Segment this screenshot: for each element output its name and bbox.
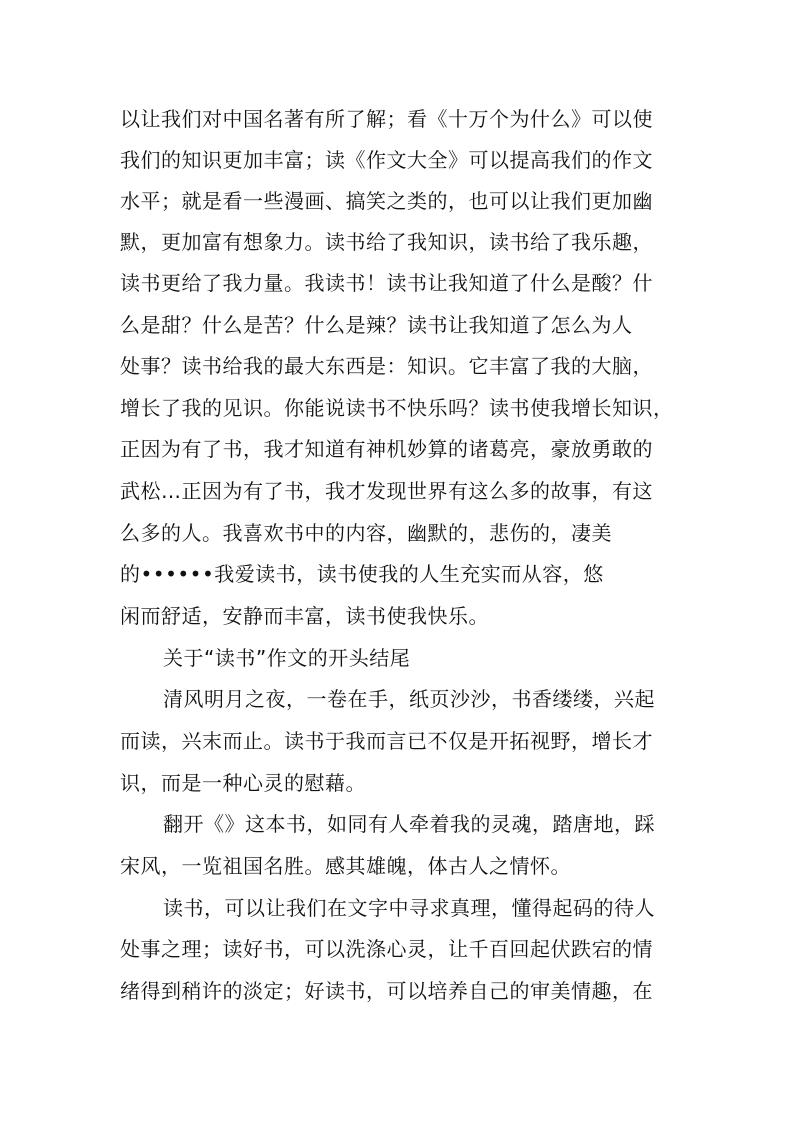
text-line: 处事？读书给我的最大东西是：知识。它丰富了我的大脑，	[120, 354, 653, 378]
section-heading: 关于“读书”作文的开头结尾	[163, 646, 411, 670]
text-line: 宋风，一览祖国名胜。感其雄魄，体古人之情怀。	[120, 854, 571, 878]
text-line: 水平；就是看一些漫画、搞笑之类的，也可以让我们更加幽	[120, 189, 653, 213]
text-line: 读书，可以让我们在文字中寻求真理，懂得起码的待人	[163, 896, 655, 920]
text-line: 翻开《》这本书，如同有人牵着我的灵魂，踏唐地，踩	[163, 812, 655, 836]
text-line: 识，而是一种心灵的慰藉。	[120, 771, 366, 795]
text-line: 绪得到稍许的淡定；好读书，可以培养自己的审美情趣，在	[120, 979, 653, 1003]
text-line: 我们的知识更加丰富；读《作文大全》可以提高我们的作文	[120, 148, 653, 172]
text-line: 闲而舒适，安静而丰富，读书使我快乐。	[120, 604, 489, 628]
text-line: 么是甜？什么是苦？什么是辣？读书让我知道了怎么为人	[120, 313, 633, 337]
text-line: 武松…正因为有了书，我才发现世界有这么多的故事，有这	[120, 479, 653, 503]
text-line: 么多的人。我喜欢书中的内容，幽默的，悲伤的，凄美	[120, 521, 612, 545]
text-line: 增长了我的见识。你能说读书不快乐吗？读书使我增长知识，	[120, 396, 674, 420]
text-line: 以让我们对中国名著有所了解；看《十万个为什么》可以使	[120, 107, 653, 131]
text-line: 默，更加富有想象力。读书给了我知识，读书给了我乐趣，	[120, 230, 653, 254]
text-line: 读书更给了我力量。我读书！读书让我知道了什么是酸？什	[120, 271, 653, 295]
text-line: 清风明月之夜，一卷在手，纸页沙沙，书香缕缕，兴起	[163, 687, 655, 711]
text-line: 处事之理；读好书，可以洗涤心灵，让千百回起伏跌宕的情	[120, 937, 653, 961]
text-line: 正因为有了书，我才知道有神机妙算的诸葛亮，豪放勇敢的	[120, 437, 653, 461]
text-line: 的••••••我爱读书，读书使我的人生充实而从容，悠	[120, 562, 604, 586]
text-line: 而读，兴末而止。读书于我而言已不仅是开拓视野，增长才	[120, 729, 653, 753]
